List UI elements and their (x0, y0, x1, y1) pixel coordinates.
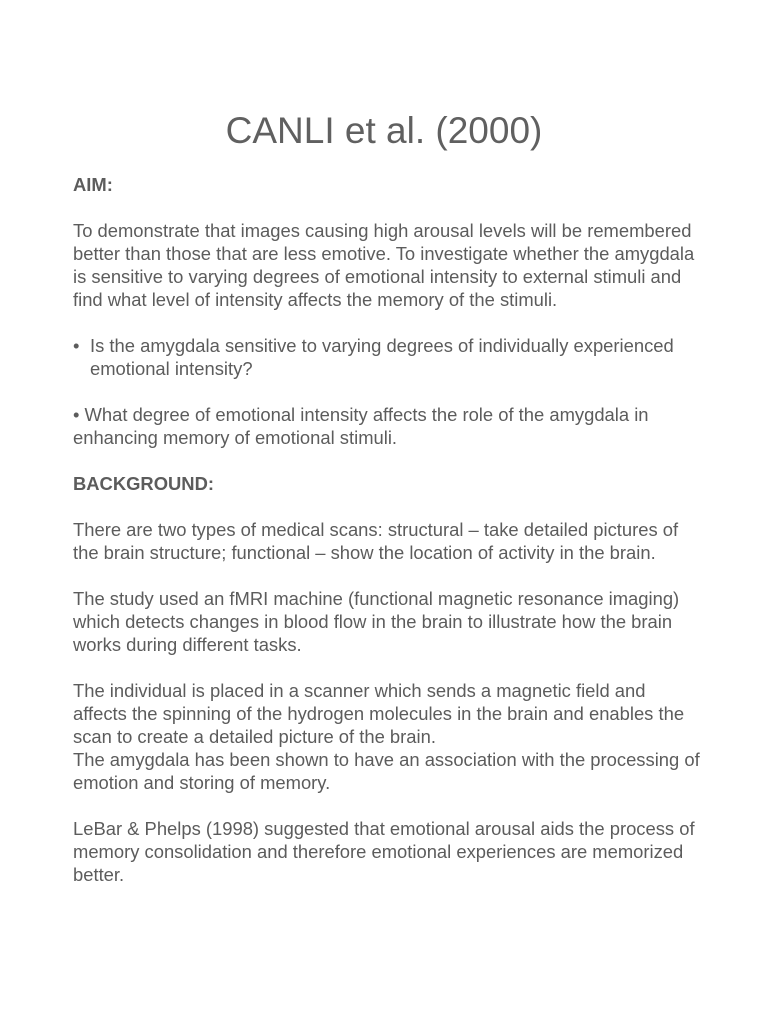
background-paragraph-3: The individual is placed in a scanner which sends a magnetic field and affects the spinning of the hydrogen molecules in the brain and enables the scan to create a detailed picture of the brain. (73, 680, 685, 747)
background-paragraph-2: The study used an fMRI machine (functional magnetic resonance imaging) which detects changes in blood flow in the brain to illustrate how the brain works during different tasks. (73, 588, 680, 655)
spacer (73, 311, 703, 334)
spacer (73, 449, 703, 472)
spacer (73, 196, 703, 219)
bullet-dot-icon: • (73, 335, 80, 356)
spacer (73, 656, 703, 679)
spacer (73, 380, 703, 403)
background-paragraph-5: LeBar & Phelps (1998) suggested that emotional arousal aids the process of memory consolidation and therefore emotional experiences are memorized better. (73, 818, 695, 885)
background-heading: BACKGROUND: (73, 473, 214, 494)
aim-heading: AIM: (73, 174, 113, 195)
aim-bullet-2: • What degree of emotional intensity affects the role of the amygdala in enhancing memory of emotional stimuli. (73, 404, 649, 448)
aim-bullet-1 (73, 334, 703, 380)
aim-bullet-1-text: Is the amygdala sensitive to varying degrees of individually experienced emotional intensity? (90, 335, 674, 379)
spacer (73, 495, 703, 518)
document-body (73, 173, 703, 886)
page-title: CANLI et al. (2000) (225, 110, 543, 151)
aim-paragraph: To demonstrate that images causing high arousal levels will be remembered better than those that are less emotive. To investigate whether the amygdala is sensitive to varying degrees of emotional intensity to external stimuli and find what level of intensity affects the memory of the stimuli. (73, 220, 695, 310)
spacer (73, 794, 703, 817)
spacer (73, 564, 703, 587)
background-paragraph-4: The amygdala has been shown to have an association with the processing of emotion and storing of memory. (73, 749, 700, 793)
background-paragraph-1: There are two types of medical scans: structural – take detailed pictures of the brain structure; functional – show the location of activity in the brain. (73, 519, 679, 563)
